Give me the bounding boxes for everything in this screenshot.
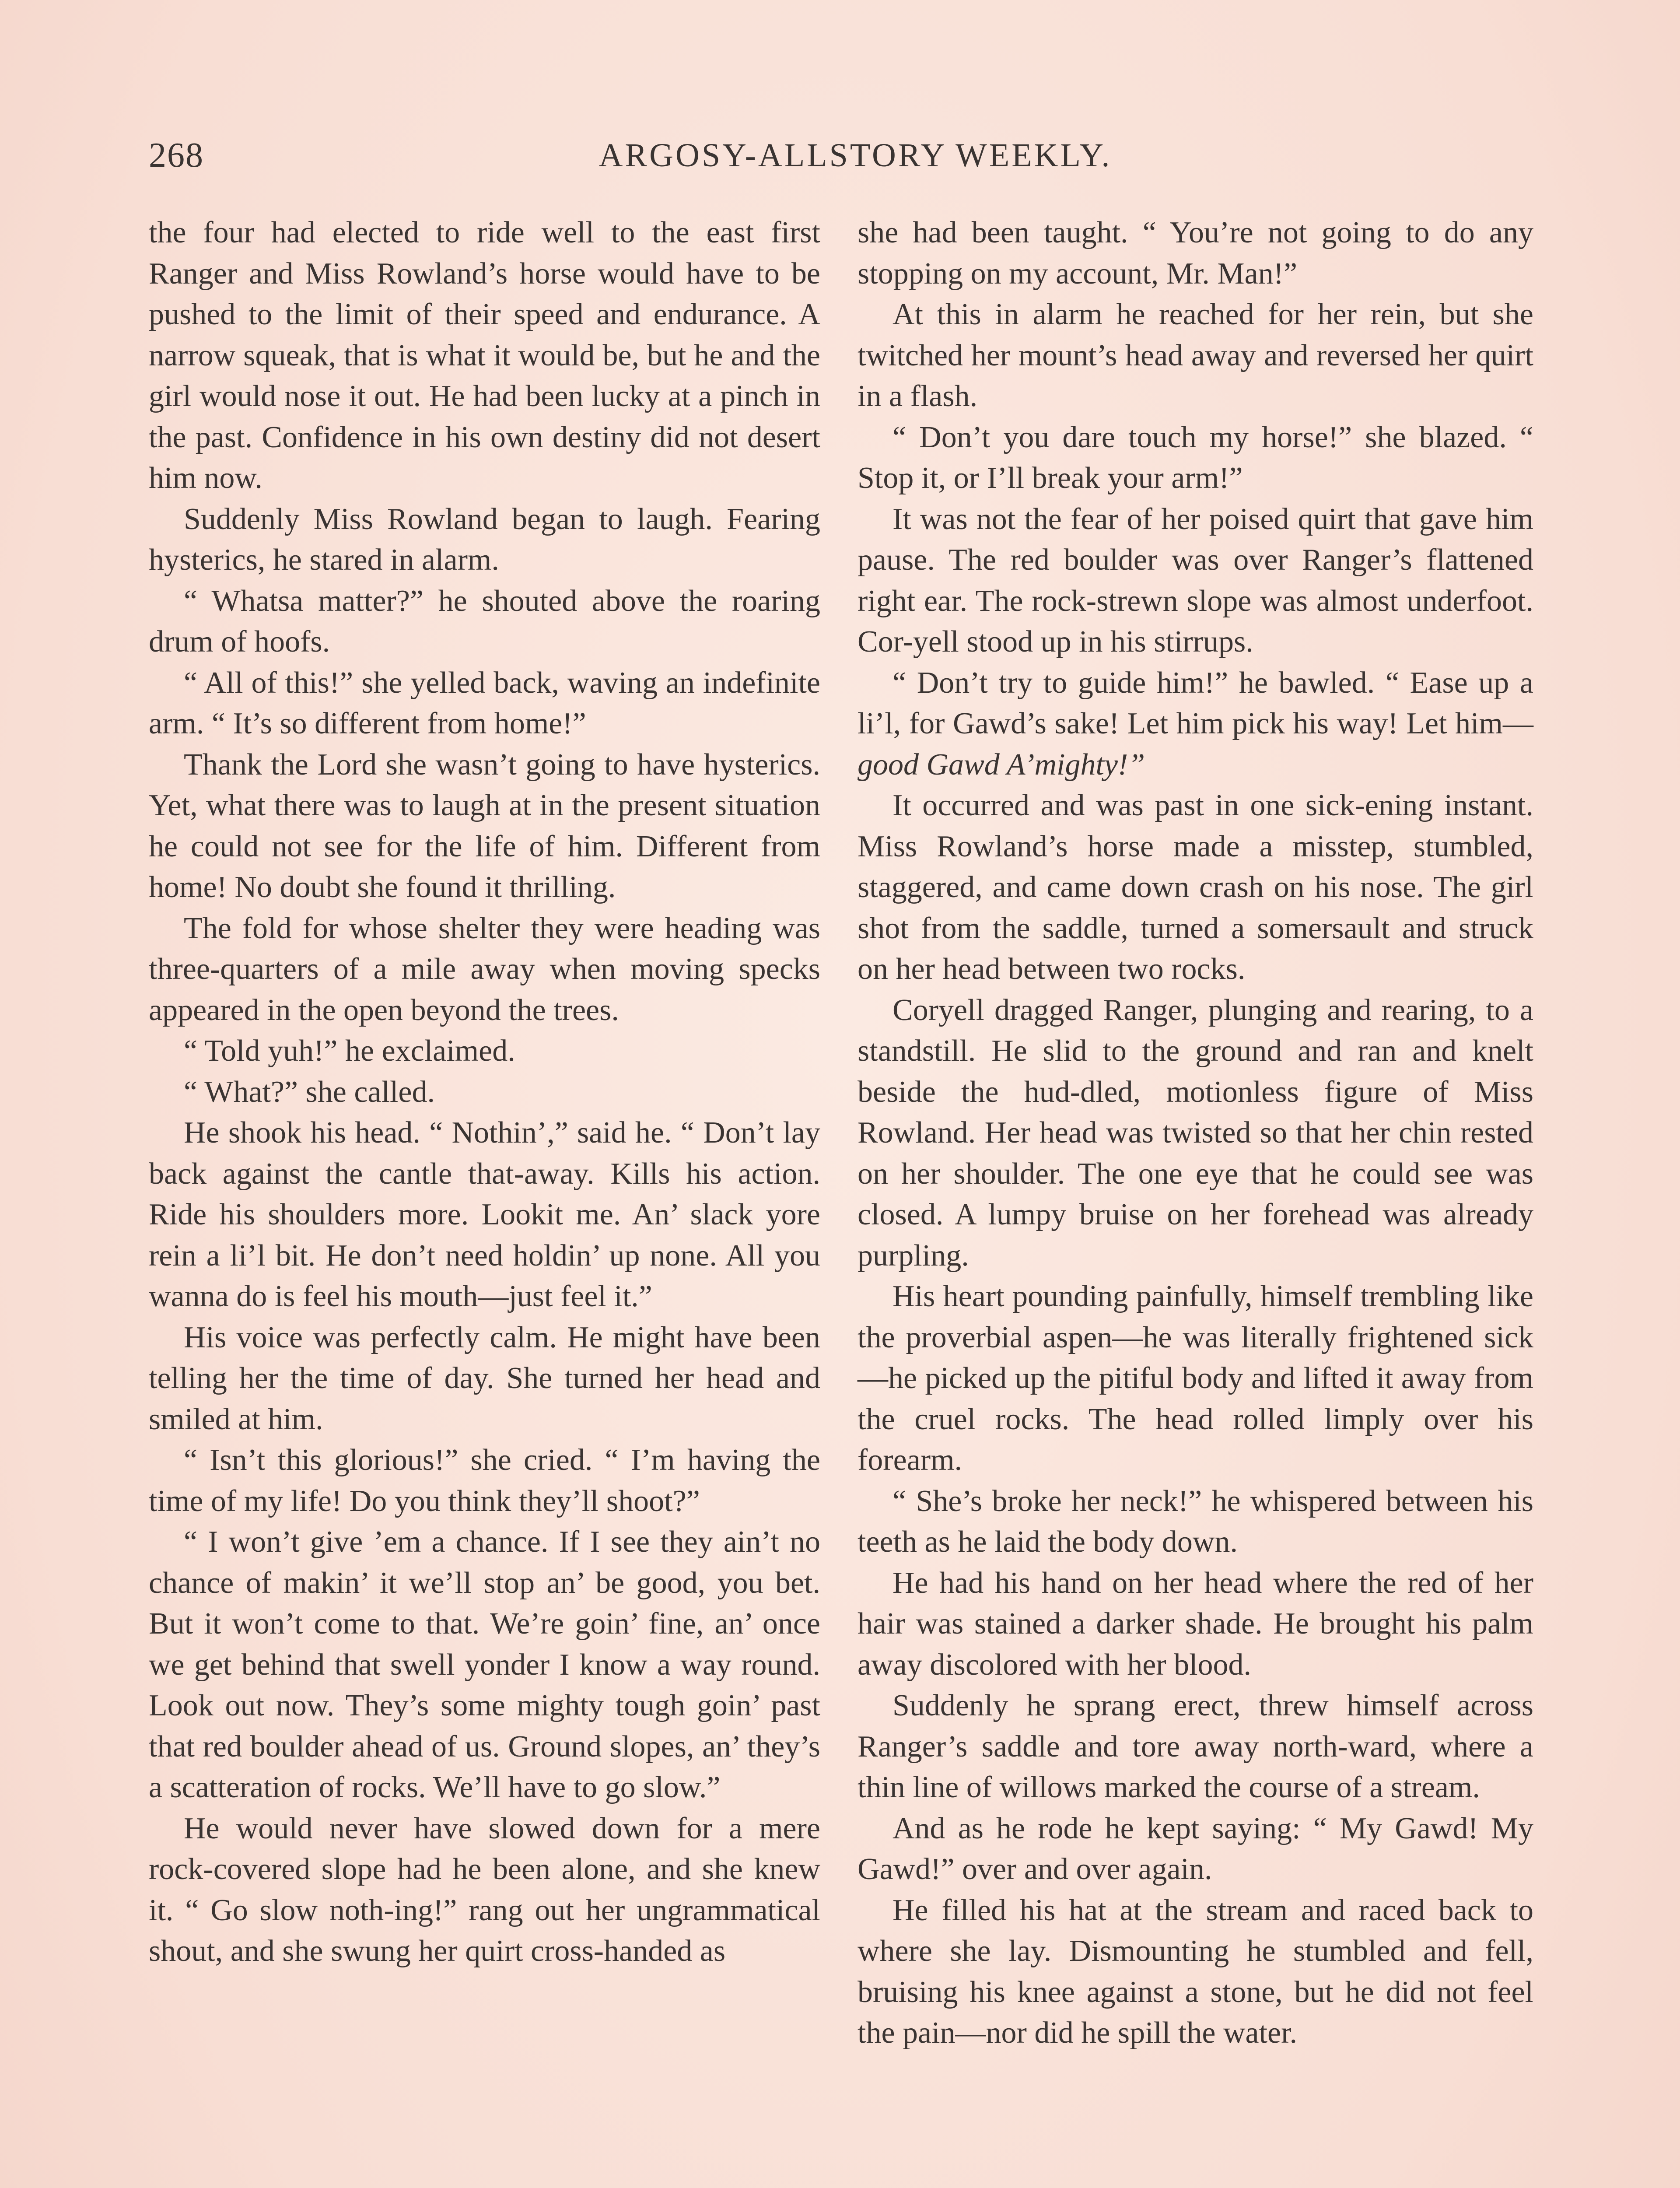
paragraph-text: At this in alarm he reached for her rein, but she twitched her mount’s head away and reversed her quirt in a flash. xyxy=(858,298,1533,413)
right-column xyxy=(858,212,1533,2054)
paragraph xyxy=(858,663,1533,785)
paragraph-text: “ Isn’t this glorious!” she cried. “ I’m having the time of my life! Do you think they’ll shoot?” xyxy=(149,1443,820,1518)
paragraph-text: Suddenly he sprang erect, threw himself across Ranger’s saddle and tore away north-ward, where a thin line of willows marked the course of a stream. xyxy=(858,1689,1533,1804)
paragraph xyxy=(149,744,820,908)
paragraph-text: “ Whatsa matter?” he shouted above the roaring drum of hoofs. xyxy=(149,584,820,659)
paragraph xyxy=(858,1563,1533,1686)
paragraph-text: the four had elected to ride well to the east first Ranger and Miss Rowland’s horse would have to be pushed to the limit of their speed and endurance. A narrow squeak, that is what it would be, but he and the girl would nose it out. He had been lucky at a pinch in the past. Confidence in his own destiny did not desert him now. xyxy=(149,216,820,495)
paragraph-text: He filled his hat at the stream and raced back to where she lay. Dismounting he stumbled and fell, bruising his knee against a stone, but he did not feel the pain—nor did he spill the water. xyxy=(858,1893,1533,2050)
paragraph xyxy=(858,1276,1533,1481)
paragraph xyxy=(149,1808,820,1972)
paragraph-text: The fold for whose shelter they were heading was three-quarters of a mile away when moving specks appeared in the open beyond the trees. xyxy=(149,911,820,1027)
paragraph-text: He shook his head. “ Nothin’,” said he. “ Don’t lay back against the cantle that-away. Kills his action. Ride his shoulders more. Lookit me. An’ slack yore rein a li’l bit. He don’t need holdin’ up none. All you wanna do is feel his mouth—just feel it.” xyxy=(149,1116,820,1313)
paragraph xyxy=(149,1072,820,1113)
paragraph-text: Thank the Lord she wasn’t going to have hysterics. Yet, what there was to laugh at in the present situation he could not see for the life of him. Different from home! No doubt she found it thrilling. xyxy=(149,747,820,904)
paragraph xyxy=(149,1522,820,1808)
paragraph xyxy=(149,1031,820,1072)
paragraph-italic-text: good Gawd A’mighty!” xyxy=(858,747,1145,782)
paragraph-text: Suddenly Miss Rowland began to laugh. Fearing hysterics, he stared in alarm. xyxy=(149,502,820,577)
paragraph xyxy=(858,785,1533,990)
paragraph xyxy=(858,1808,1533,1890)
paragraph-text: He had his hand on her head where the red of her hair was stained a darker shade. He brought his palm away discolored with her blood. xyxy=(858,1566,1533,1682)
paragraph-text: “ Told yuh!” he exclaimed. xyxy=(184,1034,515,1068)
paragraph xyxy=(858,1481,1533,1563)
paragraph-text: “ Don’t you dare touch my horse!” she blazed. “ Stop it, or I’ll break your arm!” xyxy=(858,420,1533,495)
paragraph-text: His heart pounding painfully, himself trembling like the proverbial aspen—he was literally frightened sick—he picked up the pitiful body and lifted it away from the cruel rocks. The head rolled limply over his forearm. xyxy=(858,1280,1533,1477)
paragraph-text: “ Don’t try to guide him!” he bawled. “ Ease up a li’l, for Gawd’s sake! Let him pick his way! Let him— xyxy=(858,666,1533,740)
paragraph xyxy=(149,663,820,744)
paragraph xyxy=(858,499,1533,663)
paragraph xyxy=(858,417,1533,499)
paragraph-text: “ What?” she called. xyxy=(184,1075,435,1109)
paragraph xyxy=(858,1890,1533,2054)
paragraph xyxy=(149,1317,820,1440)
paragraph xyxy=(149,1112,820,1317)
paragraph xyxy=(858,212,1533,294)
paragraph-text: “ I won’t give ’em a chance. If I see they ain’t no chance of makin’ it we’ll stop an’ be good, you bet. But it won’t come to that. We’re goin’ fine, an’ once we get behind that swell yonder I know a way round. Look out now. They’s some mighty tough goin’ past that red boulder ahead of us. Ground slopes, an’ they’s a scatteration of rocks. We’ll have to go slow.” xyxy=(149,1525,820,1804)
paragraph xyxy=(149,908,820,1031)
running-head: ARGOSY-ALLSTORY WEEKLY. xyxy=(598,137,1112,174)
paragraph xyxy=(149,212,820,499)
left-column xyxy=(149,212,820,1972)
paragraph-text: “ All of this!” she yelled back, waving an indefinite arm. “ It’s so different from home!” xyxy=(149,666,820,740)
paragraph xyxy=(149,499,820,581)
paragraph-text: His voice was perfectly calm. He might have been telling her the time of day. She turned her head and smiled at him. xyxy=(149,1320,820,1436)
paragraph-text: she had been taught. “ You’re not going to do any stopping on my account, Mr. Man!” xyxy=(858,216,1533,291)
paragraph-text: It was not the fear of her poised quirt that gave him pause. The red boulder was over Ranger’s flattened right ear. The rock-strewn slope was almost underfoot. Cor-yell stood up in his stirrups. xyxy=(858,502,1533,659)
paragraph-text: “ She’s broke her neck!” he whispered between his teeth as he laid the body down. xyxy=(858,1484,1533,1559)
paragraph xyxy=(858,1685,1533,1808)
paragraph xyxy=(858,294,1533,417)
page-number: 268 xyxy=(149,136,204,175)
page-header xyxy=(149,131,1562,179)
paragraph xyxy=(149,581,820,663)
paragraph xyxy=(149,1440,820,1522)
paragraph-text: It occurred and was past in one sick-ening instant. Miss Rowland’s horse made a misstep, stumbled, staggered, and came down crash on his nose. The girl shot from the saddle, turned a somersault and struck on her head between two rocks. xyxy=(858,789,1533,986)
paragraph-text: And as he rode he kept saying: “ My Gawd! My Gawd!” over and over again. xyxy=(858,1811,1533,1886)
paragraph-text: He would never have slowed down for a mere rock-covered slope had he been alone, and she knew it. “ Go slow noth-ing!” rang out her ungrammatical shout, and she swung her quirt cross-handed as xyxy=(149,1811,820,1968)
paragraph-text: Coryell dragged Ranger, plunging and rearing, to a standstill. He slid to the ground and ran and knelt beside the hud-dled, motionless figure of Miss Rowland. Her head was twisted so that her chin rested on her shoulder. The one eye that he could see was closed. A lumpy bruise on her forehead was already purpling. xyxy=(858,993,1533,1273)
paragraph xyxy=(858,990,1533,1276)
